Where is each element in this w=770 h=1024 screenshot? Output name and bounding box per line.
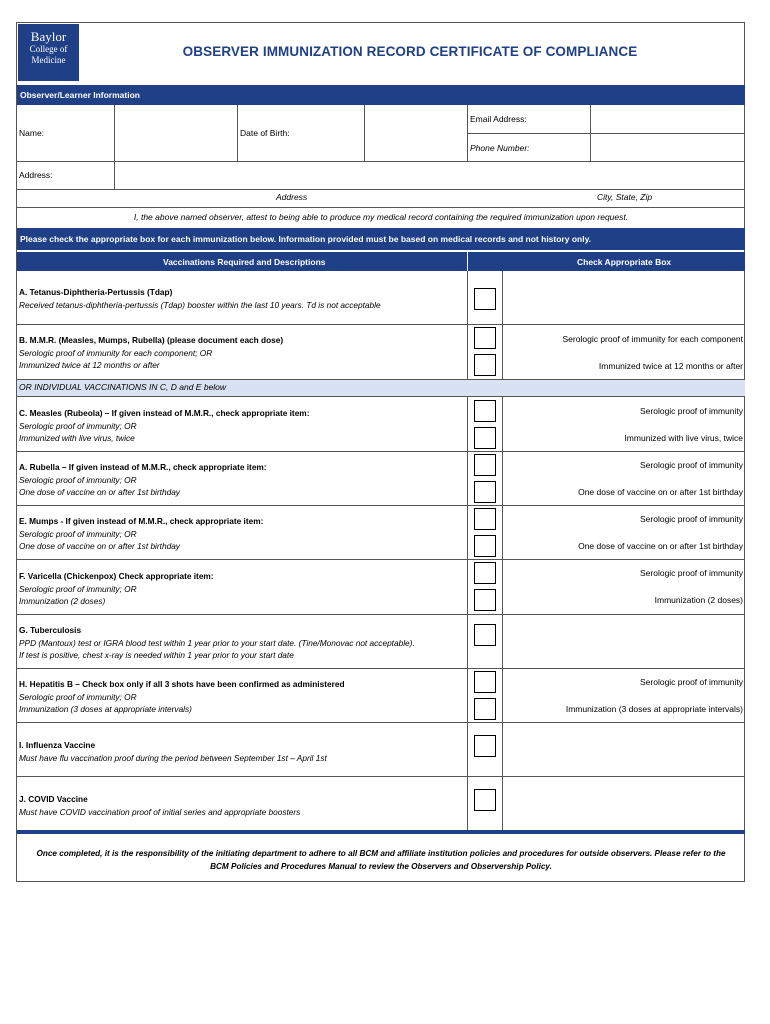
divider xyxy=(467,105,468,161)
mumps-serologic-checkbox[interactable] xyxy=(474,508,496,530)
mmr-option-2: Immunized twice at 12 months or after xyxy=(598,361,743,371)
measles-serologic-checkbox[interactable] xyxy=(474,400,496,422)
vaccine-j: J. COVID Vaccine Must have COVID vaccination proof of initial series and appropriate boosters xyxy=(19,794,301,817)
hepb-option-2: Immunization (3 doses at appropriate intervals) xyxy=(565,704,743,714)
tb-checkbox[interactable] xyxy=(474,624,496,646)
rubella-dose-checkbox[interactable] xyxy=(474,481,496,503)
mumps-dose-checkbox[interactable] xyxy=(474,535,496,557)
divider xyxy=(17,324,745,325)
address-field[interactable] xyxy=(116,163,742,188)
vaccine-i: I. Influenza Vaccine Must have flu vaccination proof during the period between September 1st – April 1st xyxy=(19,740,327,763)
header-divider xyxy=(467,250,468,272)
divider xyxy=(17,161,745,162)
table-divider xyxy=(502,271,503,830)
email-label: Email Address: xyxy=(470,114,527,124)
city-sublabel: City, State, Zip xyxy=(597,192,653,202)
address-sublabel: Address xyxy=(276,192,308,202)
footer-divider xyxy=(17,830,745,834)
table-divider xyxy=(467,271,468,830)
influenza-checkbox[interactable] xyxy=(474,735,496,757)
email-field[interactable] xyxy=(592,107,742,132)
phone-label: Phone Number: xyxy=(470,143,530,153)
vaccine-c: C. Measles (Rubeola) – If given instead of M.M.R., check appropriate item: Serologic proof of immunity; OR Immunized with live virus, twice xyxy=(19,408,310,443)
hepb-option-1: Serologic proof of immunity xyxy=(640,677,743,687)
rubella-option-1: Serologic proof of immunity xyxy=(640,460,743,470)
divider xyxy=(17,722,745,723)
tdap-checkbox[interactable] xyxy=(474,288,496,310)
rubella-serologic-checkbox[interactable] xyxy=(474,454,496,476)
measles-option-2: Immunized with live virus, twice xyxy=(624,433,743,443)
bcm-logo: Baylor College of Medicine xyxy=(18,24,79,81)
varicella-immunization-checkbox[interactable] xyxy=(474,589,496,611)
varicella-serologic-checkbox[interactable] xyxy=(474,562,496,584)
divider xyxy=(237,105,238,161)
name-label: Name: xyxy=(19,128,45,138)
rubella-option-2: One dose of vaccine on or after 1st birthday xyxy=(578,487,743,497)
vaccine-h: H. Hepatitis B – Check box only if all 3 shots have been confirmed as administered Serologic proof of immunity; OR Immunization (3 doses at appropriate intervals) xyxy=(19,679,345,714)
vaccine-a: A. Tetanus-Diphtheria-Pertussis (Tdap) Received tetanus-diphtheria-pertussis (Tdap) booster within the last 10 years. Td is not acceptable xyxy=(19,287,381,310)
divider xyxy=(17,189,745,190)
hepb-serologic-checkbox[interactable] xyxy=(474,671,496,693)
address-label: Address: xyxy=(19,170,53,180)
mmr-immunized-checkbox[interactable] xyxy=(474,354,496,376)
divider xyxy=(114,105,115,189)
hepb-immunization-checkbox[interactable] xyxy=(474,698,496,720)
dob-label: Date of Birth: xyxy=(240,128,290,138)
mumps-option-2: One dose of vaccine on or after 1st birthday xyxy=(578,541,743,551)
divider xyxy=(17,451,745,452)
attestation-text: I, the above named observer, attest to being able to produce my medical record containing the required immunization upon request. xyxy=(133,212,629,222)
divider xyxy=(590,105,591,161)
instruction-bar: Please check the appropriate box for each immunization below. Information provided must be based on medical records and not history only. xyxy=(17,228,745,250)
page-title: OBSERVER IMMUNIZATION RECORD CERTIFICATE OF COMPLIANCE xyxy=(182,44,638,59)
vaccine-b: B. M.M.R. (Measles, Mumps, Rubella) (please document each dose) Serologic proof of immunity for each component; OR Immunized twice at 12 months or after xyxy=(19,335,284,370)
vaccine-g: G. Tuberculosis PPD (Mantoux) test or IGRA blood test within 1 year prior to your start date. (Tine/Monovac not acceptable). If test is positive, chest x-ray is needed within 1 year prior to your start date xyxy=(19,625,415,660)
measles-option-1: Serologic proof of immunity xyxy=(640,406,743,416)
divider xyxy=(17,776,745,777)
divider xyxy=(17,207,745,208)
name-field[interactable] xyxy=(116,107,236,159)
divider xyxy=(17,396,745,397)
varicella-option-1: Serologic proof of immunity xyxy=(640,568,743,578)
or-row-label: OR INDIVIDUAL VACCINATIONS IN C, D and E below xyxy=(19,382,227,392)
vaccine-rubella: A. Rubella – If given instead of M.M.R., check appropriate item: Serologic proof of immunity; OR One dose of vaccine on or after 1st birthday xyxy=(19,462,267,497)
mumps-option-1: Serologic proof of immunity xyxy=(640,514,743,524)
mmr-serologic-checkbox[interactable] xyxy=(474,327,496,349)
divider xyxy=(364,105,365,161)
divider xyxy=(17,614,745,615)
varicella-option-2: Immunization (2 doses) xyxy=(654,595,743,605)
divider xyxy=(467,133,745,134)
vaccine-f: F. Varicella (Chickenpox) Check appropriate item: Serologic proof of immunity; OR Immunization (2 doses) xyxy=(19,571,214,606)
table-header: Vaccinations Required and Descriptions Check Appropriate Box xyxy=(17,252,745,271)
covid-checkbox[interactable] xyxy=(474,789,496,811)
footer-note: Once completed, it is the responsibility of the initiating department to adhere to all BCM and affiliate institution policies and procedures for outside observers. Please refer to the BCM Policies and Procedures Manual to review the Observers and Observership Policy. xyxy=(36,849,726,871)
mmr-option-1: Serologic proof of immunity for each component xyxy=(562,334,743,344)
observer-info-header: Observer/Learner Information xyxy=(17,85,745,105)
dob-field[interactable] xyxy=(366,107,466,159)
divider xyxy=(17,559,745,560)
phone-field[interactable] xyxy=(592,135,742,160)
measles-immunized-checkbox[interactable] xyxy=(474,427,496,449)
divider xyxy=(17,505,745,506)
vaccine-e: E. Mumps - If given instead of M.M.R., check appropriate item: Serologic proof of immunity; OR One dose of vaccine on or after 1st birthday xyxy=(19,516,264,551)
divider xyxy=(17,668,745,669)
